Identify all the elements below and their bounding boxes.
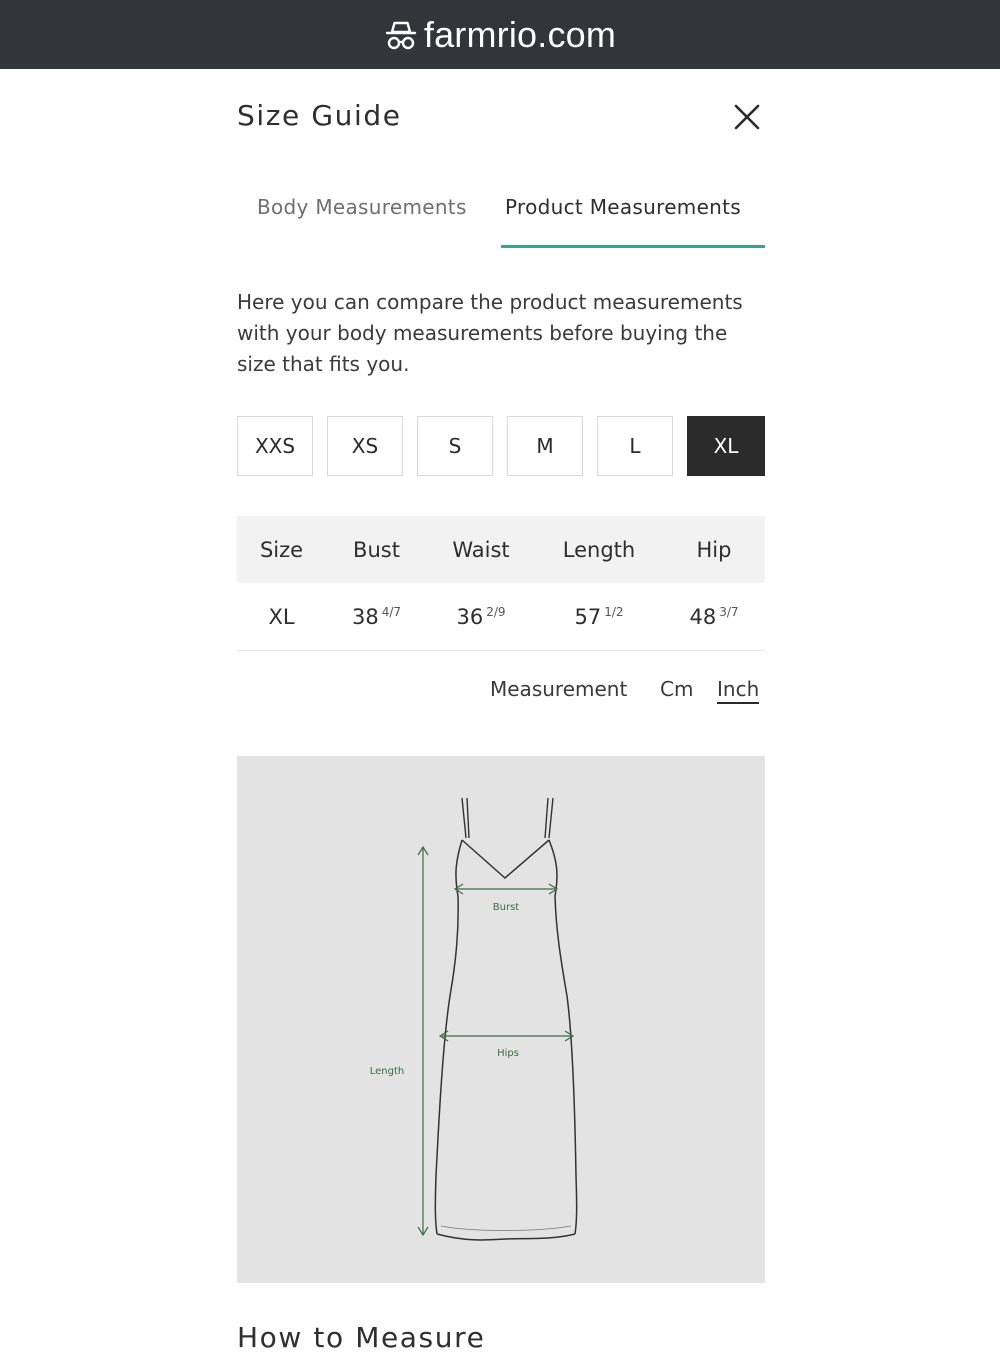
- close-icon: [731, 101, 763, 133]
- how-to-measure-heading: How to Measure: [237, 1321, 486, 1354]
- cell-waist-whole: 36: [456, 604, 484, 629]
- table-header-length: Length: [535, 516, 663, 583]
- modal-title: Size Guide: [237, 99, 402, 132]
- size-selector: [237, 416, 765, 478]
- cell-waist-fraction: 2/9: [486, 604, 506, 619]
- size-button-l[interactable]: L: [597, 416, 673, 476]
- close-button[interactable]: [731, 101, 763, 133]
- cell-length-whole: 57: [574, 604, 602, 629]
- dress-illustration: [237, 756, 765, 1283]
- measurement-table: [237, 516, 765, 651]
- table-header-hip: Hip: [663, 516, 765, 583]
- dress-measurement-diagram: [237, 756, 765, 1283]
- unit-option-cm[interactable]: Cm: [660, 677, 694, 701]
- url-display[interactable]: [384, 14, 616, 56]
- cell-bust-whole: 38: [351, 604, 379, 629]
- table-header-row: [237, 516, 765, 583]
- cell-hip-whole: 48: [689, 604, 717, 629]
- diagram-label-bust: Burst: [492, 902, 520, 913]
- size-button-m[interactable]: M: [507, 416, 583, 476]
- cell-hip-fraction: 3/7: [719, 604, 739, 619]
- browser-url-bar[interactable]: [0, 0, 1000, 69]
- size-button-xxs[interactable]: XXS: [237, 416, 313, 476]
- size-button-xs[interactable]: XS: [327, 416, 403, 476]
- diagram-label-length: Length: [369, 1066, 405, 1077]
- unit-option-inch[interactable]: Inch: [717, 677, 759, 704]
- table-header-bust: Bust: [326, 516, 427, 583]
- modal-header: [237, 99, 765, 139]
- table-header-size: Size: [237, 516, 326, 583]
- cell-length: [535, 583, 663, 651]
- table-header-waist: Waist: [427, 516, 535, 583]
- cell-bust: [326, 583, 427, 651]
- cell-waist: [427, 583, 535, 651]
- size-button-s[interactable]: S: [417, 416, 493, 476]
- description-text: Here you can compare the product measurements with your body measurements before buying the size that fits you.: [237, 290, 743, 376]
- cell-length-fraction: 1/2: [604, 604, 624, 619]
- incognito-icon: [384, 18, 418, 52]
- tab-body-measurements[interactable]: Body Measurements: [257, 195, 467, 219]
- unit-toggle: [237, 677, 765, 707]
- cell-hip: [663, 583, 765, 651]
- tab-product-measurements[interactable]: Product Measurements: [505, 195, 742, 219]
- url-text: farmrio.com: [423, 13, 617, 55]
- diagram-label-hips: Hips: [497, 1048, 519, 1059]
- active-tab-indicator: [501, 245, 765, 248]
- cell-size-value: XL: [268, 604, 295, 629]
- size-button-xl[interactable]: XL: [687, 416, 765, 476]
- cell-size: [237, 583, 326, 651]
- table-row: [237, 583, 765, 651]
- measurement-tabs: [237, 187, 765, 251]
- unit-label: Measurement: [490, 677, 628, 701]
- cell-bust-fraction: 4/7: [381, 604, 402, 619]
